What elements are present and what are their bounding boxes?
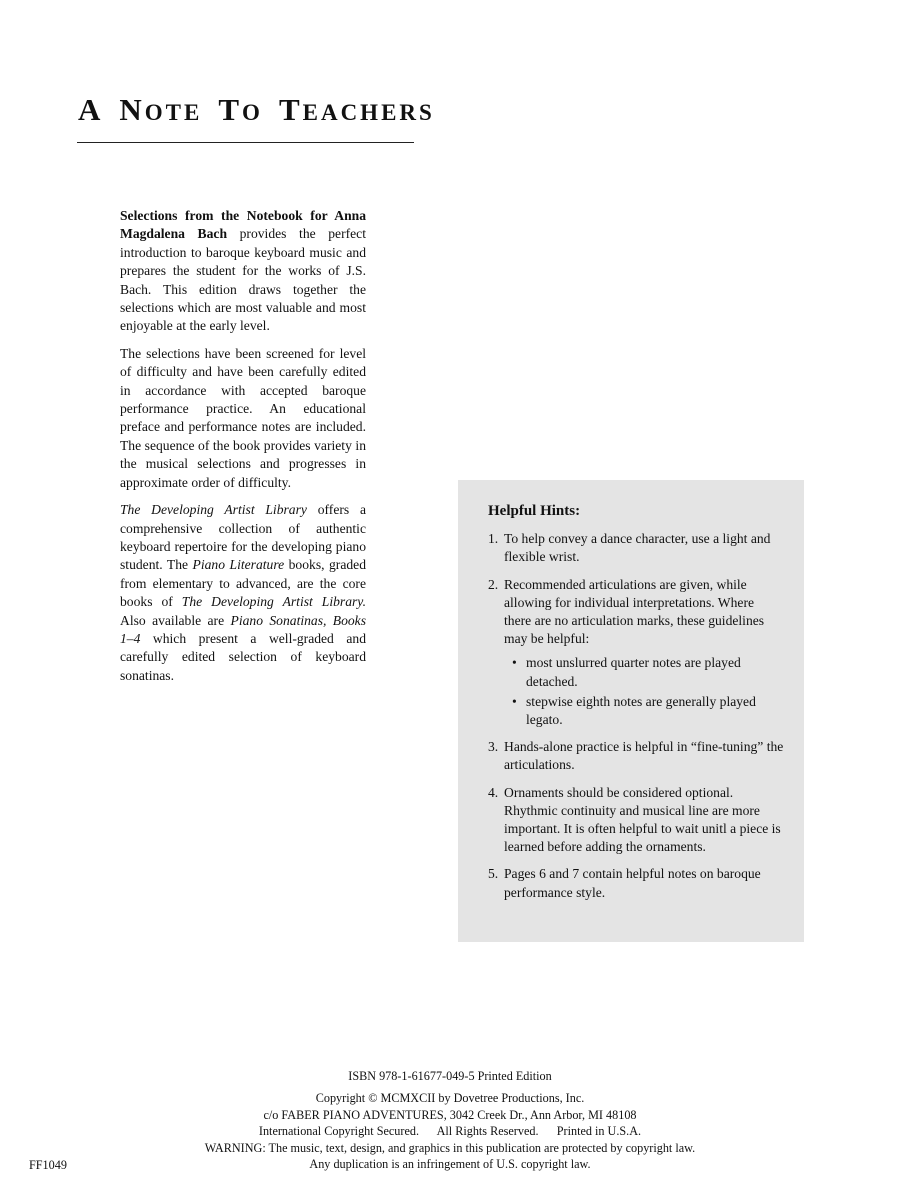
bullet-icon: • <box>512 655 517 671</box>
publisher-address: c/o FABER PIANO ADVENTURES, 3042 Creek Dr., Ann Arbor, MI 48108 <box>263 1107 637 1122</box>
catalog-code: FF1049 <box>29 1158 67 1172</box>
series-title: Piano Sonatinas, Books 1–4 <box>120 612 367 646</box>
hints-heading: Helpful Hints: <box>488 503 581 519</box>
hint-item <box>488 576 784 730</box>
series-title: Piano Literature <box>192 557 285 573</box>
hint-subitem <box>512 654 784 690</box>
hint-subtext: stepwise eighth notes are generally played legato. <box>526 693 756 728</box>
title-word: TEACHERS <box>278 92 435 127</box>
warning-line: WARNING: The music, text, design, and graphics in this publication are protected by copyright law. <box>204 1140 696 1155</box>
hint-number: 1. <box>488 531 499 547</box>
page-title <box>78 92 451 128</box>
intro-paragraph-1 <box>120 207 366 336</box>
hint-item <box>488 530 784 566</box>
warning-line: Any duplication is an infringement of U.S. copyright law. <box>309 1157 591 1172</box>
hint-subitem <box>512 693 784 729</box>
hint-item <box>488 738 784 774</box>
title-word: A <box>78 92 104 127</box>
title-word: NOTE <box>119 92 203 127</box>
book-title: Selections from the Notebook for Anna Magdalena Bach <box>120 208 366 242</box>
intro-text: which present a well-graded and carefully edited selection of keyboard sonatinas. <box>120 630 366 683</box>
hint-text: Ornaments should be considered optional. Rhythmic continuity and musical line are more important. It is often helpful to wait unitl a piece is learned before adding the ornaments. <box>504 784 781 855</box>
title-word: TO <box>218 92 263 127</box>
rights-line: International Copyright Secured. All Rights Reserved. Printed in U.S.A. <box>258 1124 642 1139</box>
intro-text: Also available are <box>120 612 231 628</box>
helpful-hints-box <box>458 480 804 942</box>
isbn: ISBN 978-1-61677-049-5 Printed Edition <box>348 1069 552 1083</box>
hint-number: 2. <box>488 576 499 592</box>
intro-text: offers a comprehensive collection of authentic keyboard repertoire for the developing piano student. The <box>120 502 366 573</box>
copyright-line: Copyright © MCMXCII by Dovetree Productions, Inc. <box>315 1091 585 1106</box>
hint-text: Hands-alone practice is helpful in “fine-tuning” the articulations. <box>504 739 784 773</box>
hint-text: Recommended articulations are given, while allowing for individual interpretations. Where there are no articulation marks, these guidelines may be helpful: <box>504 576 765 647</box>
intro-text: provides the perfect introduction to baroque keyboard music and prepares the student for the works of J.S. Bach. This edition draws together the selections which are most valuable and most enjoyable at the early level. <box>120 226 366 334</box>
hint-number: 5. <box>488 866 499 882</box>
hint-number: 4. <box>488 784 499 800</box>
hint-item <box>488 865 784 901</box>
hint-text: Pages 6 and 7 contain helpful notes on baroque performance style. <box>504 866 761 900</box>
intro-paragraph-3 <box>120 501 366 685</box>
intro-text: books, graded from elementary to advanced, are the core books of <box>120 557 366 610</box>
intro-paragraph-2: The selections have been screened for level of difficulty and have been carefully edited in accordance with accepted baroque performance practice. An educational preface and performance notes are included. The sequence of the book provides variety in the musical selections and progresses in approximate order of difficulty. <box>120 345 366 490</box>
hint-number: 3. <box>488 739 499 755</box>
hints-list <box>488 530 784 902</box>
copyright-footer <box>150 1068 750 1172</box>
bullet-icon: • <box>512 693 517 709</box>
hint-sublist <box>504 654 784 729</box>
hint-item <box>488 784 784 857</box>
hint-subtext: most unslurred quarter notes are played detached. <box>526 655 741 689</box>
title-underline <box>77 142 414 143</box>
series-title: The Developing Artist Library. <box>181 594 366 610</box>
series-title: The Developing Artist Library <box>120 502 307 518</box>
intro-column <box>120 207 366 694</box>
hint-text: To help convey a dance character, use a light and flexible wrist. <box>504 531 771 565</box>
